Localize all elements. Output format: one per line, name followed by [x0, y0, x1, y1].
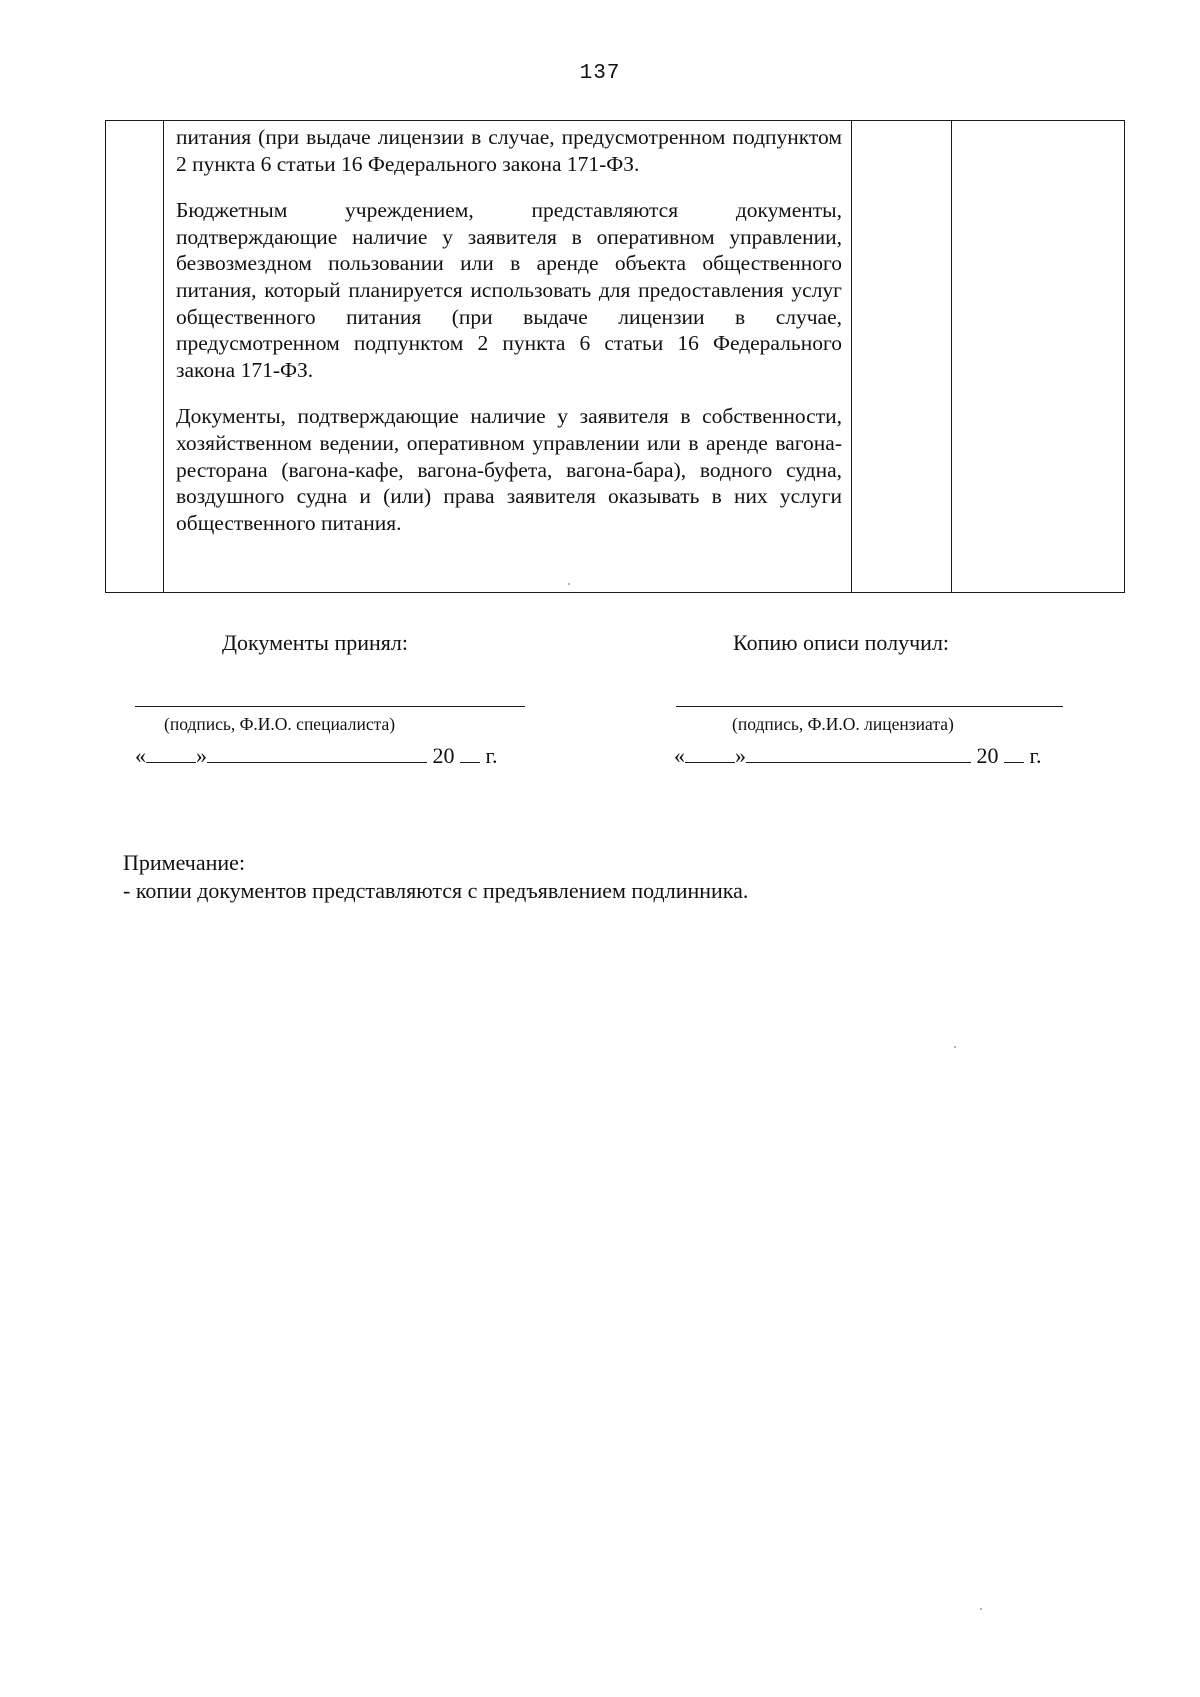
- year-suffix: г.: [485, 743, 498, 768]
- month-blank[interactable]: [207, 742, 427, 763]
- licensee-signature-line[interactable]: [676, 706, 1063, 707]
- licensee-signature-caption: (подпись, Ф.И.О. лицензиата): [732, 714, 954, 734]
- day-blank[interactable]: [685, 742, 735, 763]
- quote-open: «: [135, 743, 146, 768]
- note-text: - копии документов представляются с предъявлением подлинника.: [123, 878, 749, 903]
- specialist-date-row: [135, 742, 498, 769]
- year-suffix: г.: [1029, 743, 1042, 768]
- year-blank[interactable]: [460, 742, 480, 763]
- table-cell-document-list: [176, 124, 842, 536]
- quote-open: «: [674, 743, 685, 768]
- accepted-by-heading: Документы принял:: [222, 630, 408, 655]
- year-blank[interactable]: [1004, 742, 1024, 763]
- table-column-divider: [951, 121, 952, 592]
- received-by-heading: Копию описи получил:: [733, 630, 950, 655]
- table-paragraph: Документы, подтверждающие наличие у заявителя в собственности, хозяйственном ведении, оперативном управлении или в аренде вагона-ресторана (вагона-кафе, вагона-буфета, вагона-бара), водного судна, воздушного судна и (или) права заявителя оказывать в них услуги общественного питания.: [176, 404, 842, 535]
- table-column-divider: [851, 121, 852, 592]
- page-number: 137: [579, 62, 621, 85]
- table-paragraph: Бюджетным учреждением, представляются документы, подтверждающие наличие у заявителя в оперативном управлении, безвозмездном пользовании или в аренде объекта общественного питания, который планируется использовать для предоставления услуг общественного питания (при выдаче лицензии в случае, предусмотренном подпунктом 2 пункта 6 статьи 16 Федерального закона 171-ФЗ.: [176, 198, 842, 382]
- specialist-signature-caption: (подпись, Ф.И.О. специалиста): [164, 714, 396, 734]
- table-paragraph: питания (при выдаче лицензии в случае, предусмотренном подпунктом 2 пункта 6 статьи 16 Федерального закона 171-ФЗ.: [176, 125, 842, 176]
- documents-table: [105, 120, 1125, 593]
- scan-speck: [954, 1046, 956, 1048]
- day-blank[interactable]: [146, 742, 196, 763]
- specialist-signature-line[interactable]: [135, 706, 525, 707]
- table-column-divider: [163, 121, 164, 592]
- scan-speck: [980, 1608, 982, 1610]
- year-prefix: 20: [432, 743, 455, 768]
- note-title: Примечание:: [123, 850, 246, 875]
- quote-close: »: [735, 743, 746, 768]
- licensee-date-row: [674, 742, 1042, 769]
- quote-close: »: [196, 743, 207, 768]
- year-prefix: 20: [976, 743, 999, 768]
- month-blank[interactable]: [746, 742, 971, 763]
- scan-speck: [568, 583, 570, 585]
